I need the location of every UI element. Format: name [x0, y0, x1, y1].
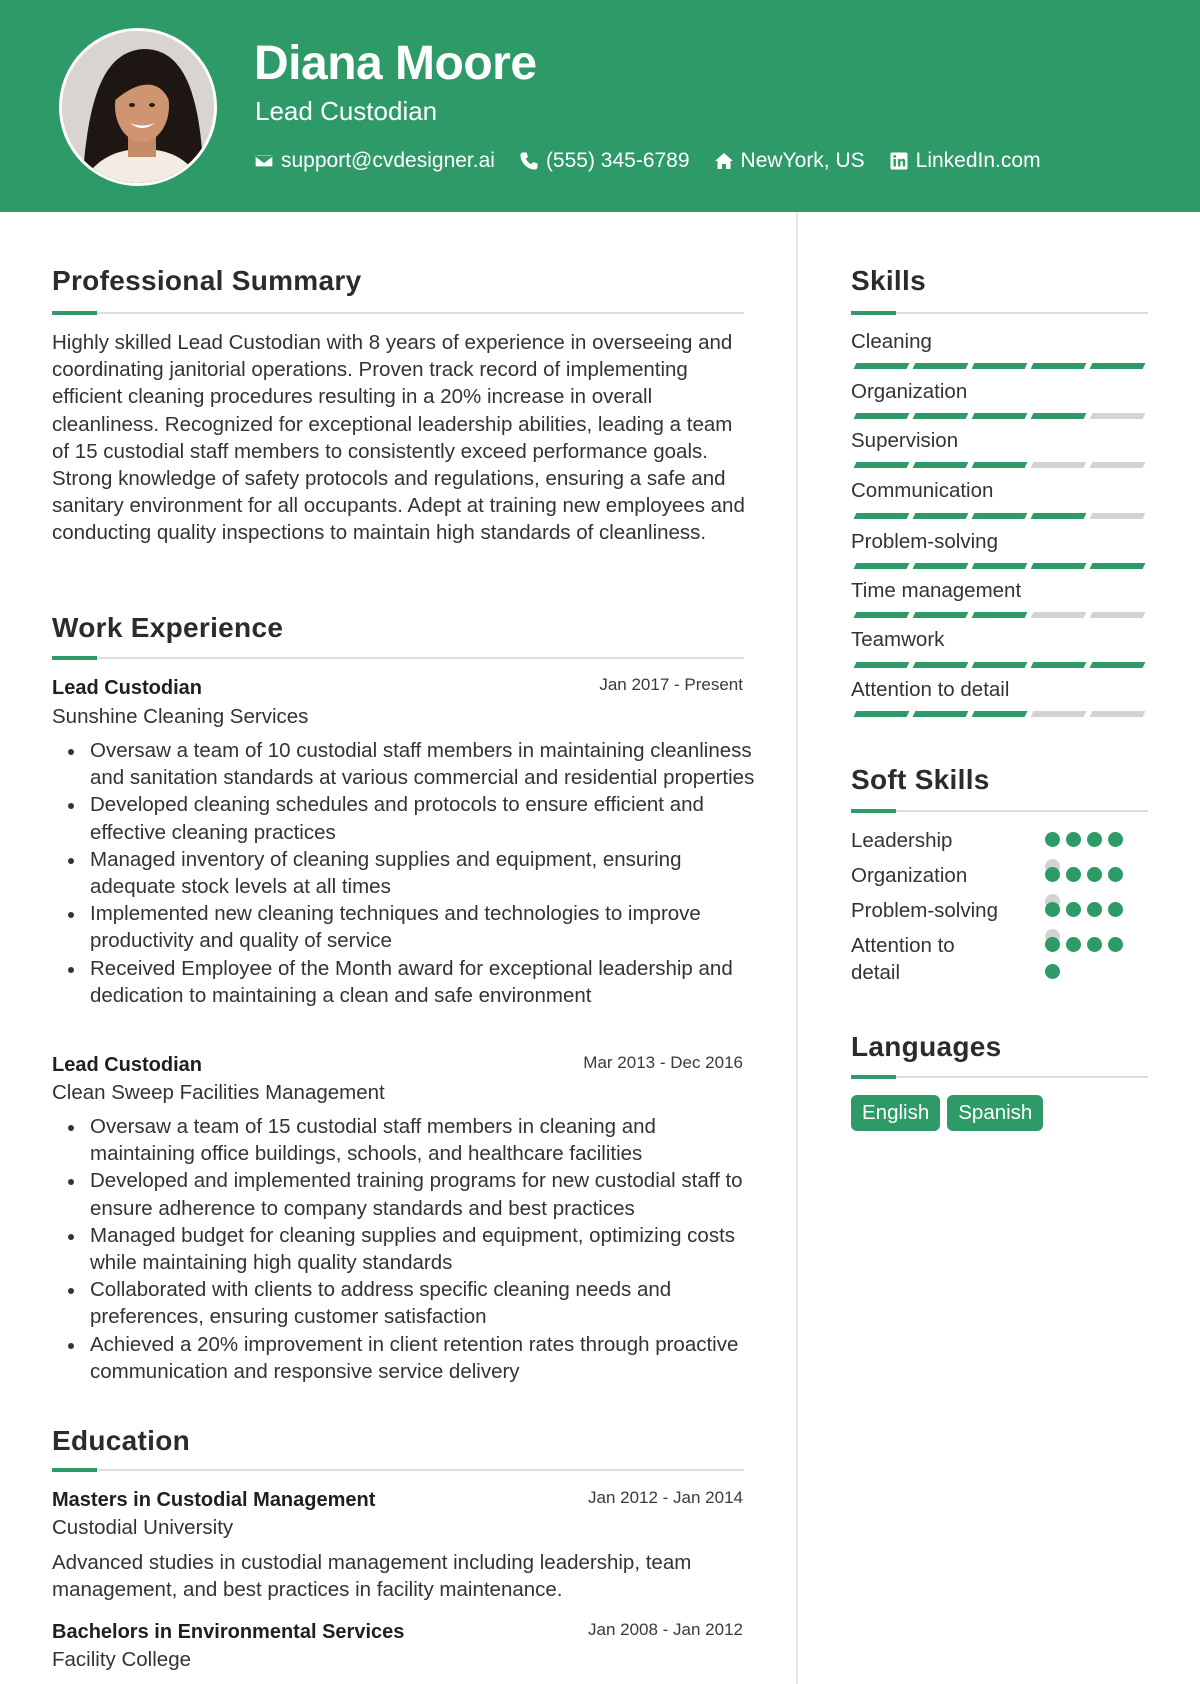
degree-dates: Jan 2012 - Jan 2014	[587, 1488, 743, 1507]
skill-level-segment	[854, 413, 910, 419]
skill-level-segment	[913, 413, 969, 419]
job-bullets	[52, 1113, 762, 1385]
rating-dot	[1108, 867, 1123, 882]
job-bullets	[52, 737, 762, 1009]
rating-dot	[1108, 902, 1123, 917]
skill-label: Teamwork	[851, 628, 945, 651]
bullet-item: Developed and implemented training programs for new custodial staff to ensure adherence to company standards and best practices	[52, 1167, 762, 1221]
skill-level-segment	[1031, 563, 1087, 569]
skill-level-segment	[854, 563, 910, 569]
languages-rule	[851, 1076, 1148, 1078]
school-name: Custodial University	[52, 1516, 234, 1539]
skill-level-segment	[1031, 711, 1087, 717]
rating-dot	[1066, 902, 1081, 917]
candidate-name: Diana Moore	[254, 37, 537, 90]
soft-skill-label: Organization	[851, 864, 968, 887]
job-dates: Jan 2017 - Present	[599, 675, 743, 694]
language-tag: Spanish	[947, 1095, 1043, 1131]
skill-level-segment	[854, 662, 910, 668]
bullet-item: Managed budget for cleaning supplies and equipment, optimizing costs while maintaining high quality standards	[52, 1222, 762, 1276]
skill-bar	[855, 711, 1150, 717]
education-rule	[52, 1469, 744, 1471]
skill-level-segment	[854, 612, 910, 618]
skill-bar	[855, 363, 1150, 369]
job-company: Sunshine Cleaning Services	[52, 705, 309, 728]
profile-photo	[62, 31, 217, 186]
job-company: Clean Sweep Facilities Management	[52, 1081, 385, 1104]
degree-title: Masters in Custodial Management	[52, 1489, 376, 1511]
skill-bar	[855, 513, 1150, 519]
skill-level-segment	[913, 513, 969, 519]
skill-level-segment	[1090, 563, 1146, 569]
skill-level-segment	[854, 363, 910, 369]
skill-label: Time management	[851, 579, 1022, 602]
location-text: NewYork, US	[740, 149, 865, 172]
bullet-item: Developed cleaning schedules and protocols to ensure efficient and effective cleaning practices	[52, 791, 762, 845]
education-heading: Education	[52, 1425, 191, 1456]
skill-label: Attention to detail	[851, 678, 1010, 701]
rating-dot	[1087, 937, 1102, 952]
skill-bar	[855, 413, 1150, 419]
skill-level-segment	[913, 662, 969, 668]
skill-level-segment	[1090, 363, 1146, 369]
home-icon	[714, 151, 734, 171]
soft-skill-dots	[1045, 937, 1135, 991]
skill-level-segment	[972, 612, 1028, 618]
skill-bar	[855, 662, 1150, 668]
degree-dates: Jan 2008 - Jan 2012	[587, 1620, 743, 1639]
bullet-item: Achieved a 20% improvement in client retention rates through proactive communication and responsive service delivery	[52, 1331, 762, 1385]
rating-dot	[1066, 867, 1081, 882]
skill-label: Cleaning	[851, 330, 932, 353]
skill-level-segment	[913, 612, 969, 618]
bullet-item: Oversaw a team of 15 custodial staff members in cleaning and maintaining office buildings, schools, and healthcare facilities	[52, 1113, 762, 1167]
summary-text: Highly skilled Lead Custodian with 8 years of experience in overseeing and coordinating janitorial operations. Proven track record of implementing efficient cleaning procedures resulting in a 20% increase in overall cleanliness. Recognized for exceptional leadership abilities, leading a team of 15 custodial staff members to consistently exceed performance goals. Strong knowledge of safety protocols and regulations, ensuring a safe and sanitary environment for all occupants. Adept at training new employees and conducting quality inspections to maintain high standards of cleanliness.	[52, 331, 745, 545]
skill-level-segment	[854, 711, 910, 717]
skill-level-segment	[1090, 662, 1146, 668]
skill-level-segment	[913, 711, 969, 717]
language-tags	[851, 1095, 1050, 1131]
skill-level-segment	[1031, 413, 1087, 419]
soft-skills-rule	[851, 810, 1148, 812]
linkedin-icon	[889, 151, 909, 171]
skill-bar	[855, 462, 1150, 468]
email-text: support@cvdesigner.ai	[281, 149, 495, 172]
bullet-item: Collaborated with clients to address specific cleaning needs and preferences, ensuring customer satisfaction	[52, 1276, 762, 1330]
soft-skills-heading: Soft Skills	[851, 764, 990, 795]
skill-level-segment	[1090, 413, 1146, 419]
rating-dot	[1045, 937, 1060, 952]
rating-dot	[1045, 867, 1060, 882]
skill-level-segment	[972, 662, 1028, 668]
rating-dot	[1045, 902, 1060, 917]
degree-title: Bachelors in Environmental Services	[52, 1621, 405, 1643]
rating-dot	[1087, 902, 1102, 917]
column-divider	[796, 212, 798, 1684]
skill-label: Organization	[851, 380, 968, 403]
school-name: Facility College	[52, 1648, 191, 1671]
degree-description: Advanced studies in custodial management including leadership, team management, and best practices in facility maintenance.	[52, 1551, 692, 1602]
skill-level-segment	[913, 563, 969, 569]
soft-skill-label: Attention to detail	[851, 934, 955, 984]
skill-level-segment	[913, 363, 969, 369]
skill-level-segment	[913, 462, 969, 468]
rating-dot	[1066, 832, 1081, 847]
experience-rule	[52, 657, 744, 659]
skill-level-segment	[1031, 462, 1087, 468]
skills-rule	[851, 312, 1148, 314]
rating-dot	[1087, 832, 1102, 847]
contact-email[interactable]	[254, 149, 495, 173]
bullet-item: Oversaw a team of 10 custodial staff members in maintaining cleanliness and sanitation standards at various commercial and residential properties	[52, 737, 762, 791]
skill-level-segment	[972, 363, 1028, 369]
skill-bar	[855, 612, 1150, 618]
rating-dot	[1087, 867, 1102, 882]
skill-level-segment	[972, 563, 1028, 569]
rating-dot	[1108, 832, 1123, 847]
skills-heading: Skills	[851, 265, 926, 296]
contact-phone[interactable]	[519, 149, 690, 173]
linkedin-text: LinkedIn.com	[915, 149, 1041, 172]
skill-label: Supervision	[851, 429, 959, 452]
skill-bar	[855, 563, 1150, 569]
skill-level-segment	[1090, 711, 1146, 717]
skill-level-segment	[972, 513, 1028, 519]
bullet-item: Managed inventory of cleaning supplies and equipment, ensuring adequate stock levels at all times	[52, 846, 762, 900]
job-title: Lead Custodian	[52, 1054, 203, 1076]
rating-dot	[1045, 964, 1060, 979]
bullet-item: Received Employee of the Month award for exceptional leadership and dedication to maintaining a clean and safe environment	[52, 955, 762, 1009]
avatar	[59, 28, 217, 186]
soft-skill-label: Leadership	[851, 829, 953, 852]
rating-dot	[1066, 937, 1081, 952]
contact-row	[254, 146, 1065, 176]
summary-rule	[52, 312, 744, 314]
phone-icon	[519, 151, 539, 171]
skill-level-segment	[1031, 612, 1087, 618]
experience-heading: Work Experience	[52, 612, 284, 643]
skill-level-segment	[1090, 612, 1146, 618]
skill-level-segment	[1090, 513, 1146, 519]
skill-level-segment	[972, 711, 1028, 717]
job-title: Lead Custodian	[52, 677, 203, 699]
skill-level-segment	[972, 413, 1028, 419]
envelope-icon	[254, 151, 274, 171]
skill-level-segment	[972, 462, 1028, 468]
phone-text: (555) 345-6789	[545, 149, 690, 172]
skill-label: Problem-solving	[851, 530, 998, 553]
languages-heading: Languages	[851, 1031, 1002, 1062]
skill-label: Communication	[851, 479, 994, 502]
bullet-item: Implemented new cleaning techniques and technologies to improve productivity and quality of service	[52, 900, 762, 954]
language-tag: English	[851, 1095, 940, 1131]
rating-dot	[1108, 937, 1123, 952]
summary-heading: Professional Summary	[52, 265, 362, 296]
soft-skill-label: Problem-solving	[851, 899, 998, 922]
skill-level-segment	[854, 462, 910, 468]
skill-level-segment	[1031, 363, 1087, 369]
contact-location	[714, 149, 865, 173]
candidate-title: Lead Custodian	[255, 96, 438, 126]
job-dates: Mar 2013 - Dec 2016	[583, 1053, 743, 1072]
skill-level-segment	[1090, 462, 1146, 468]
skill-level-segment	[1031, 513, 1087, 519]
skill-level-segment	[1031, 662, 1087, 668]
header-banner	[0, 0, 1200, 212]
contact-linkedin[interactable]	[889, 149, 1041, 173]
skill-level-segment	[854, 513, 910, 519]
rating-dot	[1045, 832, 1060, 847]
